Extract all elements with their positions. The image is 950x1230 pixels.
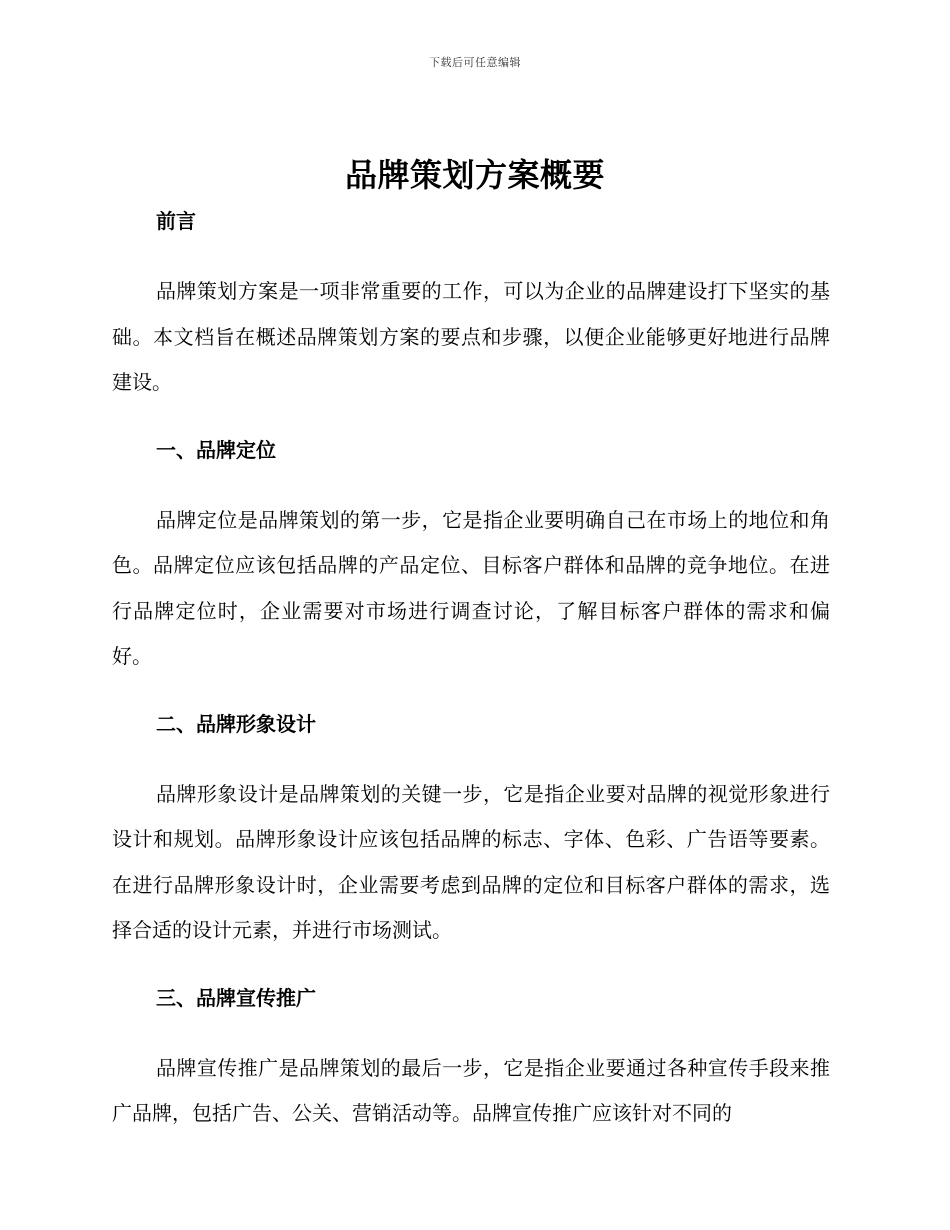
section-heading: 前言 xyxy=(156,209,196,233)
section-paragraph: 品牌策划方案是一项非常重要的工作，可以为企业的品牌建设打下坚实的基础。本文档旨在概述品牌策划方案的要点和步骤，以便企业能够更好地进行品牌建设。 xyxy=(112,279,830,394)
section-brand-promotion xyxy=(112,983,830,1137)
section-paragraph: 品牌宣传推广是品牌策划的最后一步，它是指企业要通过各种宣传手段来推广品牌，包括广告、公关、营销活动等。品牌宣传推广应该针对不同的 xyxy=(112,1055,830,1125)
document-title: 品牌策划方案概要 xyxy=(344,156,605,194)
page-header-note: 下载后可任意编辑 xyxy=(429,56,521,69)
section-brand-positioning xyxy=(112,435,830,709)
section-heading: 一、品牌定位 xyxy=(156,437,276,462)
section-preface xyxy=(112,206,830,435)
document-body xyxy=(112,206,830,1137)
section-paragraph: 品牌定位是品牌策划的第一步，它是指企业要明确自己在市场上的地位和角色。品牌定位应该包括品牌的产品定位、目标客户群体和品牌的竞争地位。在进行品牌定位时，企业需要对市场进行调查讨论，了解目标客户群体的需求和偏好。 xyxy=(112,507,830,668)
section-brand-image-design xyxy=(112,709,830,983)
section-heading: 二、品牌形象设计 xyxy=(156,711,316,736)
section-heading: 三、品牌宣传推广 xyxy=(156,985,316,1010)
section-paragraph: 品牌形象设计是品牌策划的关键一步，它是指企业要对品牌的视觉形象进行设计和规划。品牌形象设计应该包括品牌的标志、字体、色彩、广告语等要素。在进行品牌形象设计时，企业需要考虑到品牌的定位和目标客户群体的需求，选择合适的设计元素，并进行市场测试。 xyxy=(112,781,830,942)
